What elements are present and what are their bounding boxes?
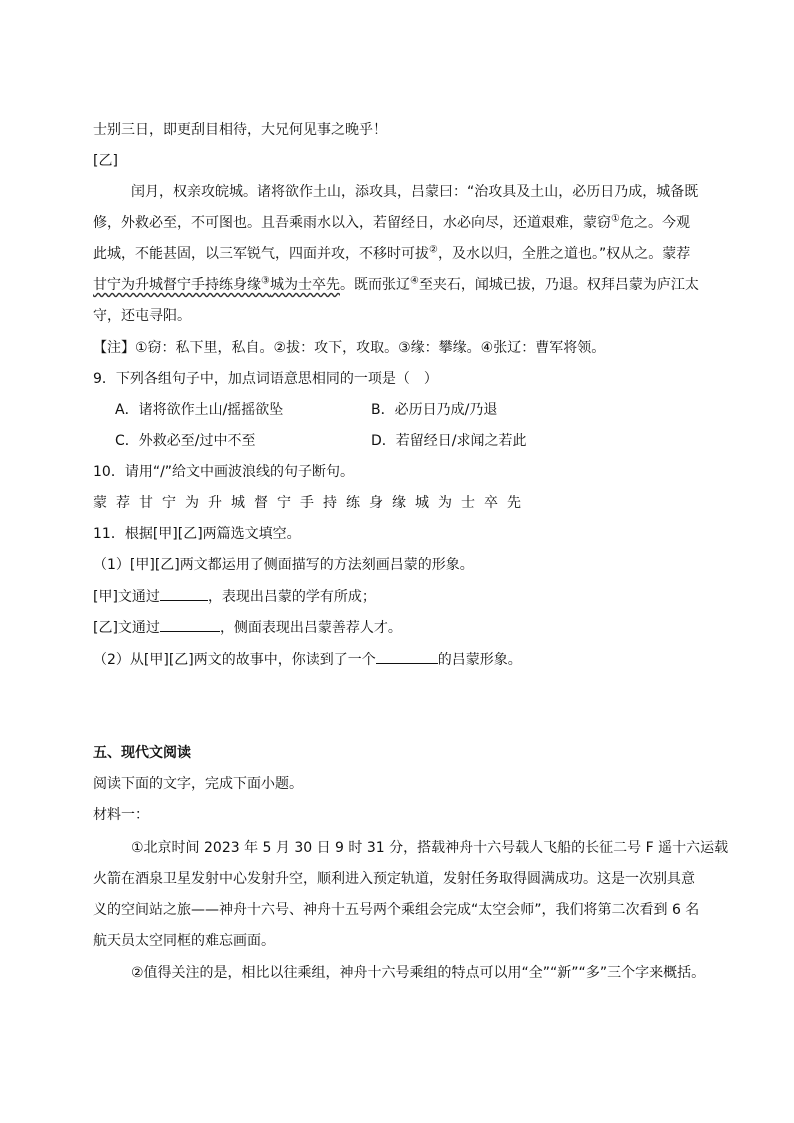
question-11-stem: 11．根据[甲][乙]两篇选文填空。 [93,526,301,542]
text-span: 城为士卒先 [269,277,340,293]
text-span: ，侧面表现出吕蒙善荐人才。 [219,620,402,636]
section-5-title: 五、现代文阅读 [93,745,191,761]
question-9-option-d: D．若留经日/求闻之若此 [371,433,527,449]
question-11-jia-line [93,586,376,607]
question-9-option-c: C．外救必至/过中不至 [115,433,256,449]
text-span: 甘宁为升城督宁手持练身缘 [93,277,261,293]
question-9-option-a: A．诸将欲作土山/摇摇欲坠 [115,402,284,418]
question-9-option-b: B．必历日乃成/乃退 [371,402,498,418]
text-span: [乙]文通过 [93,620,160,636]
material-para-1-line-2: 火箭在酒泉卫星发射中心发射升空，顺利进入预定轨道，发射任务取得圆满成功。这是一次别具意 [93,871,695,887]
passage-yi-line-2 [93,213,690,233]
text-span: ，及水以归，全胜之道也。”权从之。蒙荐 [437,246,691,262]
passage-yi-line-1: 闰月，权亲攻皖城。诸将欲作土山，添攻具，吕蒙曰：“治攻具及土山，必历日乃成，城备既 [131,184,699,200]
text-span: [甲]文通过 [93,589,160,605]
text-span: 的吕蒙形象。 [437,652,522,668]
text-span: 。既而张辽 [339,277,410,293]
question-10-stem: 10．请用“/”给文中画波浪线的句子断句。 [93,464,355,480]
material-para-1-line-1: ①北京时间 2023 年 5 月 30 日 9 时 31 分，搭载神舟十六号载人飞船的长征二号 F 遥十六运载 [131,840,729,856]
passage-yi-line-5: 守，还屯寻阳。 [93,308,191,324]
material-label: 材料一： [93,807,149,823]
passage-yi-line-3 [93,244,690,264]
material-para-2: ②值得关注的是，相比以往乘组，神舟十六号乘组的特点可以用“全”“新”“多”三个字来概括。 [131,965,706,981]
text-span: ，表现出吕蒙的学有所成； [207,589,376,605]
text-span: 修，外救必至，不可图也。且吾乘雨水以入，若留经日，水必向尽，还道艰难，蒙窃 [93,215,611,231]
answer-blank[interactable] [160,586,208,601]
wavy-underlined-sentence [93,277,340,293]
footnote-marker-3: ③ [261,275,270,287]
section-5-instruction: 阅读下面的文字，完成下面小题。 [93,776,303,792]
footnote-marker-1: ① [611,213,620,225]
passage-yi-label: [乙] [93,153,118,169]
question-11-yi-line [93,617,402,638]
text-span: （2）从[甲][乙]两文的故事中，你读到了一个 [93,652,376,668]
question-9-stem: 9．下列各组句子中，加点词语意思相同的一项是（ ） [93,371,438,387]
passage-yi-line-4 [93,275,699,295]
answer-blank[interactable] [160,617,220,632]
question-11-part-1: （1）[甲][乙]两文都运用了侧面描写的方法刻画吕蒙的形象。 [93,557,474,573]
material-para-1-line-4: 航天员太空同框的难忘画面。 [93,933,275,949]
annotation-note: 【注】①窃：私下里，私自。②拔：攻下，攻取。③缘：攀缘。④张辽：曹军将领。 [93,340,606,356]
text-span: 此城，不能甚固，以三军锐气，四面并攻，不移时可拔 [93,246,429,262]
footnote-marker-4: ④ [409,275,419,287]
text-span: 危之。今观 [619,215,690,231]
answer-blank[interactable] [376,649,438,664]
material-para-1-line-3: 义的空间站之旅——神舟十六号、神舟十五号两个乘组会完成“太空会师”，我们将第二次看到 6 名 [93,902,700,918]
passage-jia-end: 士别三日，即更刮目相待，大兄何见事之晚乎！ [93,122,387,138]
footnote-marker-2: ② [429,244,438,256]
text-span: 至夹石，闻城已拔，乃退。权拜吕蒙为庐江太 [418,277,699,293]
question-11-part-2 [93,649,522,670]
question-10-sentence: 蒙荐甘宁为升城督宁手持练身缘城为士卒先 [93,495,530,511]
